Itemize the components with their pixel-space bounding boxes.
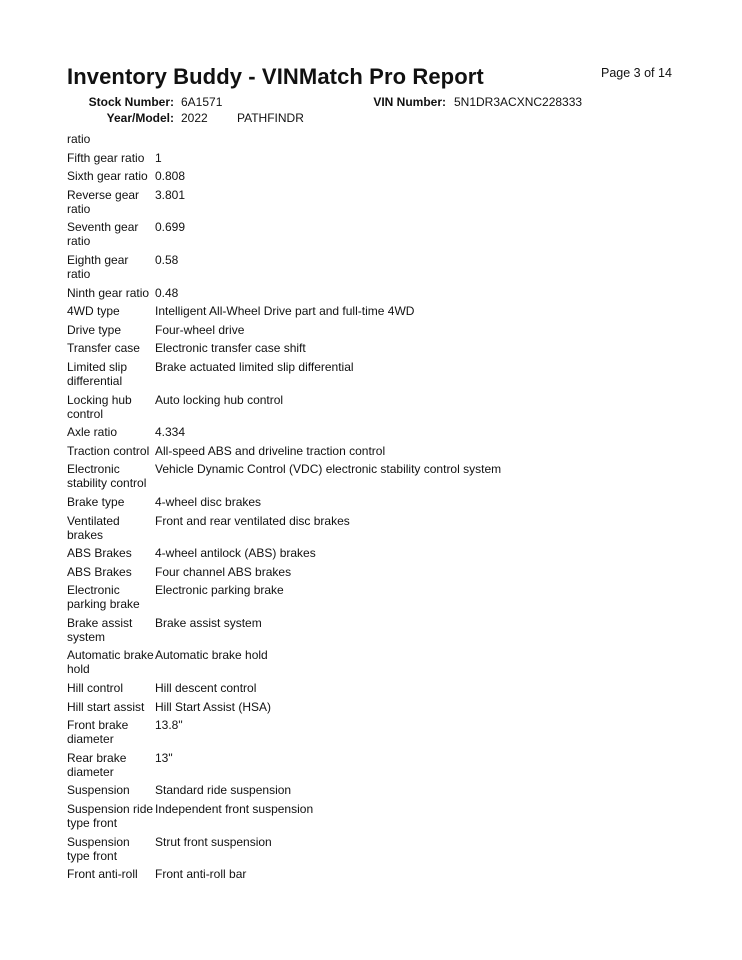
spec-row xyxy=(67,867,687,881)
spec-value: Strut front suspension xyxy=(155,834,272,849)
spec-key: Brake assist system xyxy=(67,615,133,644)
spec-row xyxy=(67,751,687,779)
spec-row xyxy=(67,132,687,146)
spec-row xyxy=(67,169,687,183)
spec-key: Front brake diameter xyxy=(67,718,129,747)
spec-key: Ventilated brakes xyxy=(67,513,120,542)
spec-key: Axle ratio xyxy=(67,425,118,440)
report-title: Inventory Buddy - VINMatch Pro Report xyxy=(67,64,484,89)
page-number: Page 3 of 14 xyxy=(601,66,672,80)
spec-key: ratio xyxy=(67,132,91,146)
spec-value: Intelligent All-Wheel Drive part and full-time 4WD xyxy=(155,304,415,319)
spec-key: Transfer case xyxy=(67,341,140,356)
spec-key: ABS Brakes xyxy=(67,564,132,579)
spec-key: Suspension ride type front xyxy=(67,802,154,831)
spec-row xyxy=(67,783,687,797)
spec-value: Hill Start Assist (HSA) xyxy=(155,699,272,714)
spec-row xyxy=(67,583,687,611)
spec-row xyxy=(67,648,687,676)
spec-value: Vehicle Dynamic Control (VDC) electronic stability control system xyxy=(155,462,502,477)
spec-key: Reverse gear ratio xyxy=(67,187,140,216)
spec-value: Brake assist system xyxy=(155,615,262,630)
spec-value: 4-wheel disc brakes xyxy=(155,494,262,509)
spec-key: 4WD type xyxy=(67,304,120,319)
spec-value: Hill descent control xyxy=(155,681,257,696)
spec-row xyxy=(67,444,687,458)
year-model-label: Year/Model: xyxy=(106,111,174,125)
spec-value: 0.699 xyxy=(155,220,186,235)
spec-value: 0.808 xyxy=(155,169,186,184)
spec-row xyxy=(67,253,687,281)
spec-row xyxy=(67,360,687,388)
spec-value: Brake actuated limited slip differential xyxy=(155,359,354,374)
spec-row xyxy=(67,700,687,714)
spec-value: 3.801 xyxy=(155,187,186,202)
spec-key: Hill start assist xyxy=(67,699,145,714)
stock-number-label: Stock Number: xyxy=(88,95,174,109)
model-value: PATHFINDR xyxy=(237,111,304,125)
spec-key: Traction control xyxy=(67,443,150,458)
spec-value: 0.58 xyxy=(155,252,179,267)
spec-row xyxy=(67,304,687,318)
spec-row xyxy=(67,546,687,560)
spec-row xyxy=(67,616,687,644)
spec-key: Electronic stability control xyxy=(67,462,147,491)
spec-key: Seventh gear ratio xyxy=(67,220,139,249)
spec-key: Electronic parking brake xyxy=(67,583,140,612)
spec-key: Automatic brake hold xyxy=(67,648,154,677)
spec-row xyxy=(67,393,687,421)
spec-value xyxy=(155,132,687,146)
spec-value: All-speed ABS and driveline traction control xyxy=(155,443,386,458)
spec-key: Fifth gear ratio xyxy=(67,150,145,165)
vin-number-value: 5N1DR3ACXNC228333 xyxy=(454,95,583,109)
spec-row xyxy=(67,835,687,863)
spec-row xyxy=(67,514,687,542)
spec-key: Drive type xyxy=(67,322,122,337)
spec-key: Suspension xyxy=(67,783,130,798)
spec-key: Sixth gear ratio xyxy=(67,169,148,184)
spec-key: Front anti-roll xyxy=(67,867,138,882)
spec-row xyxy=(67,425,687,439)
spec-table xyxy=(67,132,687,886)
spec-key: Suspension type front xyxy=(67,834,130,863)
spec-key: Hill control xyxy=(67,681,124,696)
spec-key: Ninth gear ratio xyxy=(67,285,150,300)
spec-row xyxy=(67,565,687,579)
spec-key: ABS Brakes xyxy=(67,546,132,561)
spec-row xyxy=(67,188,687,216)
spec-value: 13" xyxy=(155,750,173,765)
spec-row xyxy=(67,802,687,830)
spec-key: Rear brake diameter xyxy=(67,750,127,779)
spec-value: Four channel ABS brakes xyxy=(155,564,292,579)
spec-value: 1 xyxy=(155,150,162,165)
year-value: 2022 xyxy=(181,111,208,125)
spec-row xyxy=(67,495,687,509)
vin-number-label: VIN Number: xyxy=(373,95,446,109)
spec-value: Front anti-roll bar xyxy=(155,867,247,882)
spec-key: Brake type xyxy=(67,494,125,509)
spec-value: Electronic parking brake xyxy=(155,583,284,598)
spec-value: 0.48 xyxy=(155,285,179,300)
spec-key: Locking hub control xyxy=(67,392,132,421)
spec-row xyxy=(67,681,687,695)
spec-value: 13.8" xyxy=(155,718,183,733)
spec-row xyxy=(67,341,687,355)
stock-number-value: 6A1571 xyxy=(181,95,223,109)
spec-row xyxy=(67,151,687,165)
spec-row xyxy=(67,462,687,490)
spec-value: Front and rear ventilated disc brakes xyxy=(155,513,350,528)
spec-key: Eighth gear ratio xyxy=(67,252,129,281)
spec-value: Four-wheel drive xyxy=(155,322,245,337)
spec-value: 4-wheel antilock (ABS) brakes xyxy=(155,546,316,561)
spec-value: Standard ride suspension xyxy=(155,783,292,798)
spec-value: Electronic transfer case shift xyxy=(155,341,306,356)
spec-value: 4.334 xyxy=(155,425,186,440)
spec-value: Auto locking hub control xyxy=(155,392,284,407)
spec-value: Independent front suspension xyxy=(155,802,314,817)
spec-row xyxy=(67,286,687,300)
spec-key: Limited slip differential xyxy=(67,359,128,388)
spec-row xyxy=(67,220,687,248)
spec-row xyxy=(67,323,687,337)
spec-value: Automatic brake hold xyxy=(155,648,268,663)
spec-row xyxy=(67,718,687,746)
